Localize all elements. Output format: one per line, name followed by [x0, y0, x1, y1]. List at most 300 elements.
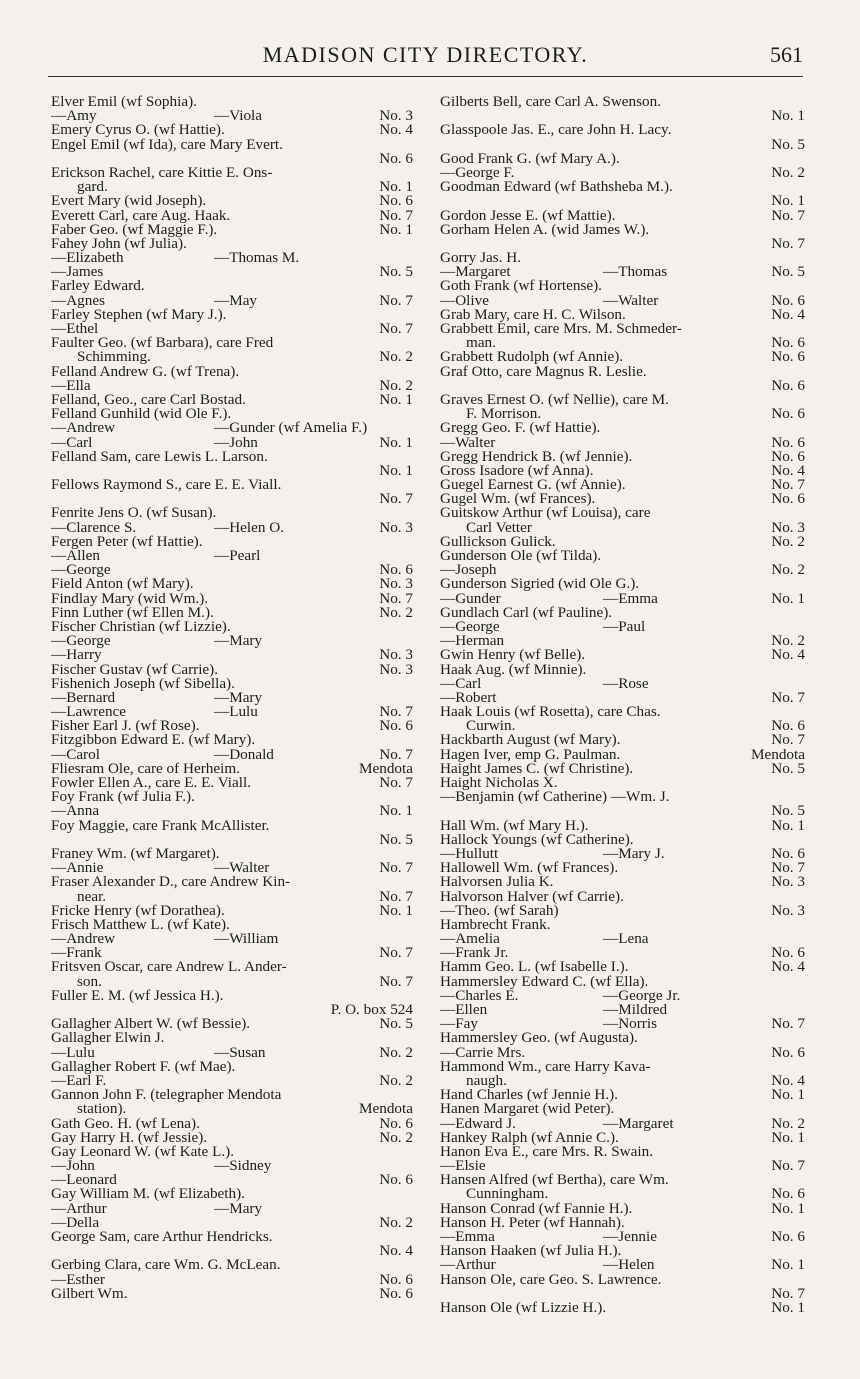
entry-text: Gerbing Clara, care Wm. G. McLean. [51, 1258, 281, 1273]
directory-line [51, 265, 413, 279]
directory-line [440, 1088, 805, 1102]
entry-route: No. 3 [379, 648, 413, 663]
directory-line [51, 989, 413, 1003]
entry-route: No. 1 [379, 463, 413, 479]
entry-text: —Annie [51, 861, 104, 876]
entry-route: No. 4 [771, 648, 805, 663]
entry-route: No. 1 [771, 818, 805, 833]
entry-route: No. 1 [771, 1201, 805, 1216]
page-title: MADISON CITY DIRECTORY. [262, 42, 589, 67]
entry-text: Hanson Ole, care Geo. S. Lawrence. [440, 1272, 662, 1287]
directory-line [51, 960, 413, 974]
entry-text: —Joseph [440, 563, 497, 578]
entry-route: No. 7 [379, 974, 413, 989]
directory-line [51, 890, 413, 904]
entry-text: Fergen Peter (wf Hattie). [51, 534, 203, 549]
directory-line [440, 492, 805, 506]
entry-text: Gath Geo. H. (wf Lena). [51, 1116, 200, 1131]
entry-text: Grabbett Rudolph (wf Annie). [440, 350, 624, 365]
directory-line [440, 521, 805, 535]
directory-line [51, 1046, 413, 1060]
directory-line [440, 748, 805, 762]
directory-line [51, 819, 413, 833]
directory-line [440, 563, 805, 577]
directory-line [51, 549, 413, 563]
entry-route: No. 3 [379, 577, 413, 592]
entry-text: Gilberts Bell, care Carl A. Swenson. [440, 95, 662, 110]
directory-line [440, 535, 805, 549]
directory-line [51, 705, 413, 719]
directory-line [440, 166, 805, 180]
entry-text: Haak Aug. (wf Minnie). [440, 662, 587, 677]
page-header [48, 40, 803, 76]
entry-route: No. 7 [771, 208, 805, 223]
directory-line [51, 1088, 413, 1102]
entry-member: —Donald [214, 747, 274, 762]
entry-text: Fricke Henry (wf Dorathea). [51, 903, 225, 918]
directory-line [51, 1187, 413, 1201]
entry-text: Fellows Raymond S., care E. E. Viall. [51, 478, 282, 493]
directory-line [51, 1230, 413, 1244]
entry-route: No. 5 [379, 265, 413, 280]
entry-text: Fritsven Oscar, care Andrew L. Ander- [51, 960, 287, 975]
directory-line [51, 365, 413, 379]
entry-text: near. [77, 889, 107, 904]
entry-text: gard. [77, 180, 108, 195]
directory-line [51, 563, 413, 577]
entry-text: Hammersley Geo. (wf Augusta). [440, 1031, 638, 1046]
directory-line [51, 648, 413, 662]
entry-text: —Agnes [51, 293, 105, 308]
entry-text: —Gunder [440, 591, 501, 606]
entry-member: —Walter [214, 861, 270, 876]
directory-line [51, 109, 413, 123]
entry-member: —Lena [603, 932, 649, 947]
directory-line [440, 1117, 805, 1131]
entry-route: No. 2 [379, 350, 413, 365]
entry-text: Gunderson Sigried (wid Ole G.). [440, 577, 640, 592]
directory-line [440, 180, 805, 194]
directory-line [51, 506, 413, 520]
entry-text: —George F. [440, 165, 515, 181]
entry-text: Halvorsen Julia K. [440, 875, 554, 890]
entry-route: No. 6 [379, 1173, 413, 1188]
entry-member: —Paul [603, 619, 646, 635]
directory-line [51, 1173, 413, 1187]
directory-line [51, 776, 413, 790]
entry-text: Gannon John F. (telegrapher Mendota [51, 1088, 282, 1103]
entry-route: No. 5 [379, 1017, 413, 1032]
entry-text: —Anna [51, 804, 100, 819]
entry-route: No. 4 [771, 960, 805, 975]
directory-line [440, 861, 805, 875]
entry-text: Engel Emil (wf Ida), care Mary Evert. [51, 137, 283, 152]
entry-text: —Benjamin (wf Catherine) —Wm. J. [440, 790, 670, 805]
directory-line [440, 265, 805, 279]
entry-member: —Helen O. [214, 520, 285, 535]
entry-route: No. 7 [771, 478, 805, 493]
entry-text: —Ellen [440, 1003, 488, 1018]
entry-text: —Frank [51, 946, 102, 961]
directory-line [51, 521, 413, 535]
entry-text: George Sam, care Arthur Hendricks. [51, 1230, 273, 1245]
directory-line [51, 677, 413, 691]
entry-text: Faulter Geo. (wf Barbara), care Fred [51, 336, 274, 351]
entry-member: —Jennie [603, 1230, 657, 1245]
directory-line [51, 592, 413, 606]
entry-route: No. 5 [771, 265, 805, 280]
entry-route: No. 2 [379, 1215, 413, 1230]
directory-line [440, 875, 805, 889]
entry-text: Erickson Rachel, care Kittie E. Ons- [51, 165, 273, 181]
entry-route: No. 6 [771, 846, 805, 862]
directory-line [440, 223, 805, 237]
entry-route: No. 2 [379, 1073, 413, 1089]
entry-member: —Margaret [603, 1116, 674, 1131]
directory-line [440, 1187, 805, 1201]
directory-line [440, 393, 805, 407]
entry-route: No. 6 [379, 719, 413, 734]
entry-route: No. 2 [771, 563, 805, 578]
entry-route: No. 1 [771, 1088, 805, 1103]
entry-text: Graves Ernest O. (wf Nellie), care M. [440, 392, 669, 408]
entry-route: No. 6 [771, 719, 805, 734]
entry-text: Finn Luther (wf Ellen M.). [51, 605, 214, 620]
directory-line [51, 1202, 413, 1216]
entry-route: No. 3 [379, 520, 413, 535]
directory-line [51, 1003, 413, 1017]
entry-text: —Theo. (wf Sarah) [440, 903, 559, 918]
directory-line [51, 180, 413, 194]
entry-text: Fenrite Jens O. (wf Susan). [51, 506, 217, 521]
directory-line [440, 336, 805, 350]
directory-line [440, 1244, 805, 1258]
entry-route: No. 6 [379, 1116, 413, 1131]
directory-line [440, 1060, 805, 1074]
entry-text: Fisher Earl J. (wf Rose). [51, 719, 200, 734]
directory-line [51, 379, 413, 393]
entry-route: No. 1 [379, 804, 413, 819]
directory-line [51, 1031, 413, 1045]
entry-text: —Fay [440, 1017, 478, 1032]
entry-route: No. 2 [771, 1116, 805, 1131]
entry-route: No. 1 [379, 392, 413, 408]
entry-member: —William [214, 932, 279, 947]
entry-route: No. 3 [771, 520, 805, 535]
entry-text: Haak Louis (wf Rosetta), care Chas. [440, 705, 661, 720]
entry-text: Farley Stephen (wf Mary J.). [51, 307, 227, 322]
entry-route: No. 6 [771, 336, 805, 351]
directory-line [51, 450, 413, 464]
page-number: 561 [770, 42, 803, 67]
directory-line [440, 279, 805, 293]
directory-line [440, 1102, 805, 1116]
directory-line [51, 393, 413, 407]
entry-route: No. 7 [379, 946, 413, 961]
directory-line [440, 847, 805, 861]
directory-line [51, 875, 413, 889]
entry-route: No. 7 [379, 861, 413, 876]
entry-text: Gay Leonard W. (wf Kate L.). [51, 1144, 235, 1160]
entry-member: —Viola [214, 109, 263, 124]
entry-route: No. 6 [771, 378, 805, 393]
directory-line [51, 577, 413, 591]
entry-route: No. 7 [771, 1017, 805, 1032]
entry-text: —Robert [440, 690, 497, 706]
directory-line [440, 663, 805, 677]
directory-line [51, 464, 413, 478]
entry-text: Glasspoole Jas. E., care John H. Lacy. [440, 123, 672, 138]
directory-line [51, 847, 413, 861]
entry-text: Gallagher Robert F. (wf Mae). [51, 1059, 236, 1074]
entry-route: No. 2 [379, 1130, 413, 1145]
directory-line [51, 1131, 413, 1145]
directory-line [51, 748, 413, 762]
entry-text: Hammond Wm., care Harry Kava- [440, 1059, 651, 1074]
directory-line [51, 719, 413, 733]
entry-member: —Lulu [214, 705, 258, 720]
entry-text: —Andrew [51, 421, 116, 436]
directory-line [440, 1145, 805, 1159]
entry-text: Fitzgibbon Edward E. (wf Mary). [51, 733, 256, 748]
directory-line [51, 209, 413, 223]
entry-text: —Carrie Mrs. [440, 1045, 526, 1060]
directory-line [51, 535, 413, 549]
entry-text: Hamm Geo. L. (wf Isabelle I.). [440, 960, 629, 975]
directory-line [440, 904, 805, 918]
entry-text: Hansen Alfred (wf Bertha), care Wm. [440, 1173, 669, 1188]
entry-text: Fishenich Joseph (wf Sibella). [51, 676, 235, 691]
entry-text: Halvorson Halver (wf Carrie). [440, 889, 624, 904]
entry-text: Hanson Conrad (wf Fannie H.). [440, 1201, 633, 1216]
entry-route: No. 4 [379, 1244, 413, 1259]
entry-text: Gilbert Wm. [51, 1286, 128, 1301]
entry-route: No. 1 [379, 435, 413, 450]
directory-line [440, 1258, 805, 1272]
entry-route: No. 7 [771, 690, 805, 706]
entry-text: Felland Gunhild (wid Ole F.). [51, 407, 232, 422]
directory-line [440, 1173, 805, 1187]
entry-route: No. 1 [771, 1258, 805, 1273]
entry-text: Guegel Earnest G. (wf Annie). [440, 478, 626, 493]
entry-route: No. 7 [771, 236, 805, 252]
directory-line [440, 209, 805, 223]
entry-route: P. O. box 524 [330, 1003, 413, 1018]
entry-text: —Bernard [51, 690, 116, 706]
entry-member: —Walter [603, 293, 659, 308]
entry-text: Hankey Ralph (wf Annie C.). [440, 1130, 619, 1145]
entry-member: —George Jr. [603, 988, 681, 1003]
directory-line [440, 733, 805, 747]
directory-line [440, 464, 805, 478]
directory-line [440, 152, 805, 166]
entry-route: No. 5 [771, 761, 805, 776]
directory-line [440, 138, 805, 152]
entry-route: No. 6 [771, 1230, 805, 1245]
entry-text: —Emma [440, 1230, 495, 1245]
entry-text: Fraser Alexander D., care Andrew Kin- [51, 875, 291, 890]
entry-route: No. 2 [379, 1045, 413, 1060]
entry-route: No. 6 [771, 350, 805, 365]
directory-line [440, 1131, 805, 1145]
entry-text: F. Morrison. [466, 407, 542, 422]
directory-line [440, 1159, 805, 1173]
directory-line [51, 421, 413, 435]
entry-member: —Susan [214, 1045, 266, 1060]
entry-text: —John [51, 1159, 95, 1174]
directory-line [440, 932, 805, 946]
entry-text: Frisch Matthew L. (wf Kate). [51, 917, 230, 933]
directory-line [51, 194, 413, 208]
entry-text: —Carl [51, 435, 93, 450]
entry-text: —Lulu [51, 1045, 95, 1060]
directory-line [440, 776, 805, 790]
entry-text: Cunningham. [466, 1187, 549, 1202]
entry-text: —Amy [51, 109, 97, 124]
entry-text: Gay Harry H. (wf Jessie). [51, 1130, 208, 1145]
entry-route: No. 5 [379, 832, 413, 847]
entry-route: No. 7 [379, 705, 413, 720]
entry-route: No. 7 [379, 747, 413, 762]
directory-line [51, 1102, 413, 1116]
entry-route: No. 7 [379, 208, 413, 223]
entry-text: Gugel Wm. (wf Frances). [440, 492, 596, 507]
entry-text: —Arthur [51, 1201, 107, 1216]
entry-route: No. 6 [379, 1272, 413, 1287]
entry-route: No. 7 [771, 1286, 805, 1301]
directory-line [440, 1202, 805, 1216]
directory-line [51, 918, 413, 932]
entry-text: Hanen Margaret (wid Peter). [440, 1102, 615, 1117]
entry-text: —James [51, 265, 104, 280]
entry-route: No. 6 [771, 407, 805, 422]
entry-text: —Frank Jr. [440, 946, 509, 961]
entry-text: Carl Vetter [466, 520, 532, 535]
directory-line [440, 1273, 805, 1287]
directory-line [440, 506, 805, 520]
directory-line [440, 691, 805, 705]
entry-text: Grabbett Emil, care Mrs. M. Schmeder- [440, 322, 682, 337]
directory-line [440, 634, 805, 648]
entry-route: No. 1 [771, 194, 805, 209]
entry-route: No. 1 [379, 180, 413, 195]
directory-line [51, 833, 413, 847]
directory-line [440, 577, 805, 591]
directory-line [440, 606, 805, 620]
entry-text: —Hullutt [440, 846, 499, 862]
entry-text: —Edward J. [440, 1116, 516, 1131]
directory-line [440, 237, 805, 251]
directory-line [51, 95, 413, 109]
entry-text: —Arthur [440, 1258, 496, 1273]
entry-route: No. 3 [379, 109, 413, 124]
entry-member: —Thomas [603, 265, 668, 280]
entry-text: Field Anton (wf Mary). [51, 577, 194, 592]
entry-text: Elver Emil (wf Sophia). [51, 95, 197, 110]
entry-text: Fowler Ellen A., care E. E. Viall. [51, 776, 251, 791]
entry-member: —Mary [214, 1201, 263, 1216]
entry-text: —Della [51, 1215, 100, 1230]
entry-text: —Earl F. [51, 1073, 107, 1089]
entry-route: No. 6 [771, 1187, 805, 1202]
entry-text: —Ethel [51, 322, 99, 337]
entry-route: No. 4 [771, 307, 805, 322]
entry-route: No. 6 [771, 449, 805, 464]
entry-route: No. 6 [771, 492, 805, 507]
directory-line [440, 549, 805, 563]
entry-text: Hanon Eva E., care Mrs. R. Swain. [440, 1144, 653, 1160]
left-column [51, 95, 413, 1301]
entry-text: Gay William M. (wf Elizabeth). [51, 1187, 245, 1202]
directory-line [51, 1287, 413, 1301]
entry-text: Good Frank G. (wf Mary A.). [440, 151, 620, 166]
directory-line [51, 861, 413, 875]
entry-text: Schimming. [77, 350, 151, 365]
entry-text: Fliesram Ole, care of Herheim. [51, 761, 240, 776]
entry-text: Felland, Geo., care Carl Bostad. [51, 392, 246, 408]
entry-route: No. 7 [379, 889, 413, 904]
entry-text: —George [51, 634, 111, 649]
directory-line [51, 1216, 413, 1230]
entry-text: Hagen Iver, emp G. Paulman. [440, 747, 621, 762]
directory-line [51, 733, 413, 747]
entry-route: No. 1 [771, 591, 805, 606]
entry-text: Farley Edward. [51, 279, 145, 294]
entry-route: No. 5 [771, 804, 805, 819]
entry-text: —Harry [51, 648, 102, 663]
entry-route: No. 2 [771, 534, 805, 549]
entry-text: —Elizabeth [51, 251, 124, 266]
entry-text: Fischer Gustav (wf Carrie). [51, 662, 219, 677]
directory-line [440, 890, 805, 904]
entry-text: Gunderson Ole (wf Tilda). [440, 549, 602, 564]
directory-line [440, 95, 805, 109]
directory-line [440, 1046, 805, 1060]
directory-line [440, 1017, 805, 1031]
directory-line [51, 762, 413, 776]
directory-line [51, 606, 413, 620]
directory-line [51, 308, 413, 322]
entry-member: —Gunder (wf Amelia F.) [214, 421, 368, 436]
header-rule [48, 76, 803, 77]
entry-route: No. 7 [771, 861, 805, 876]
directory-line [440, 1301, 805, 1315]
entry-route: No. 7 [379, 591, 413, 606]
entry-route: No. 6 [379, 563, 413, 578]
directory-line [51, 1273, 413, 1287]
right-column [440, 95, 805, 1315]
directory-line [51, 138, 413, 152]
directory-line [440, 975, 805, 989]
entry-text: Fuller E. M. (wf Jessica H.). [51, 988, 224, 1003]
directory-line [440, 989, 805, 1003]
entry-text: Emery Cyrus O. (wf Hattie). [51, 123, 225, 138]
entry-text: Franey Wm. (wf Margaret). [51, 846, 220, 862]
directory-line [51, 1145, 413, 1159]
directory-line [440, 478, 805, 492]
entry-text: Haight James C. (wf Christine). [440, 761, 634, 776]
directory-line [51, 350, 413, 364]
entry-text: Felland Sam, care Lewis L. Larson. [51, 449, 268, 464]
directory-line [440, 1003, 805, 1017]
entry-text: Hanson H. Peter (wf Hannah). [440, 1215, 625, 1230]
directory-line [440, 918, 805, 932]
entry-route: No. 1 [771, 1130, 805, 1145]
entry-text: —Walter [440, 435, 496, 450]
entry-route: No. 6 [379, 1286, 413, 1301]
entry-route: No. 6 [379, 151, 413, 166]
entry-text: —Charles E. [440, 988, 519, 1003]
